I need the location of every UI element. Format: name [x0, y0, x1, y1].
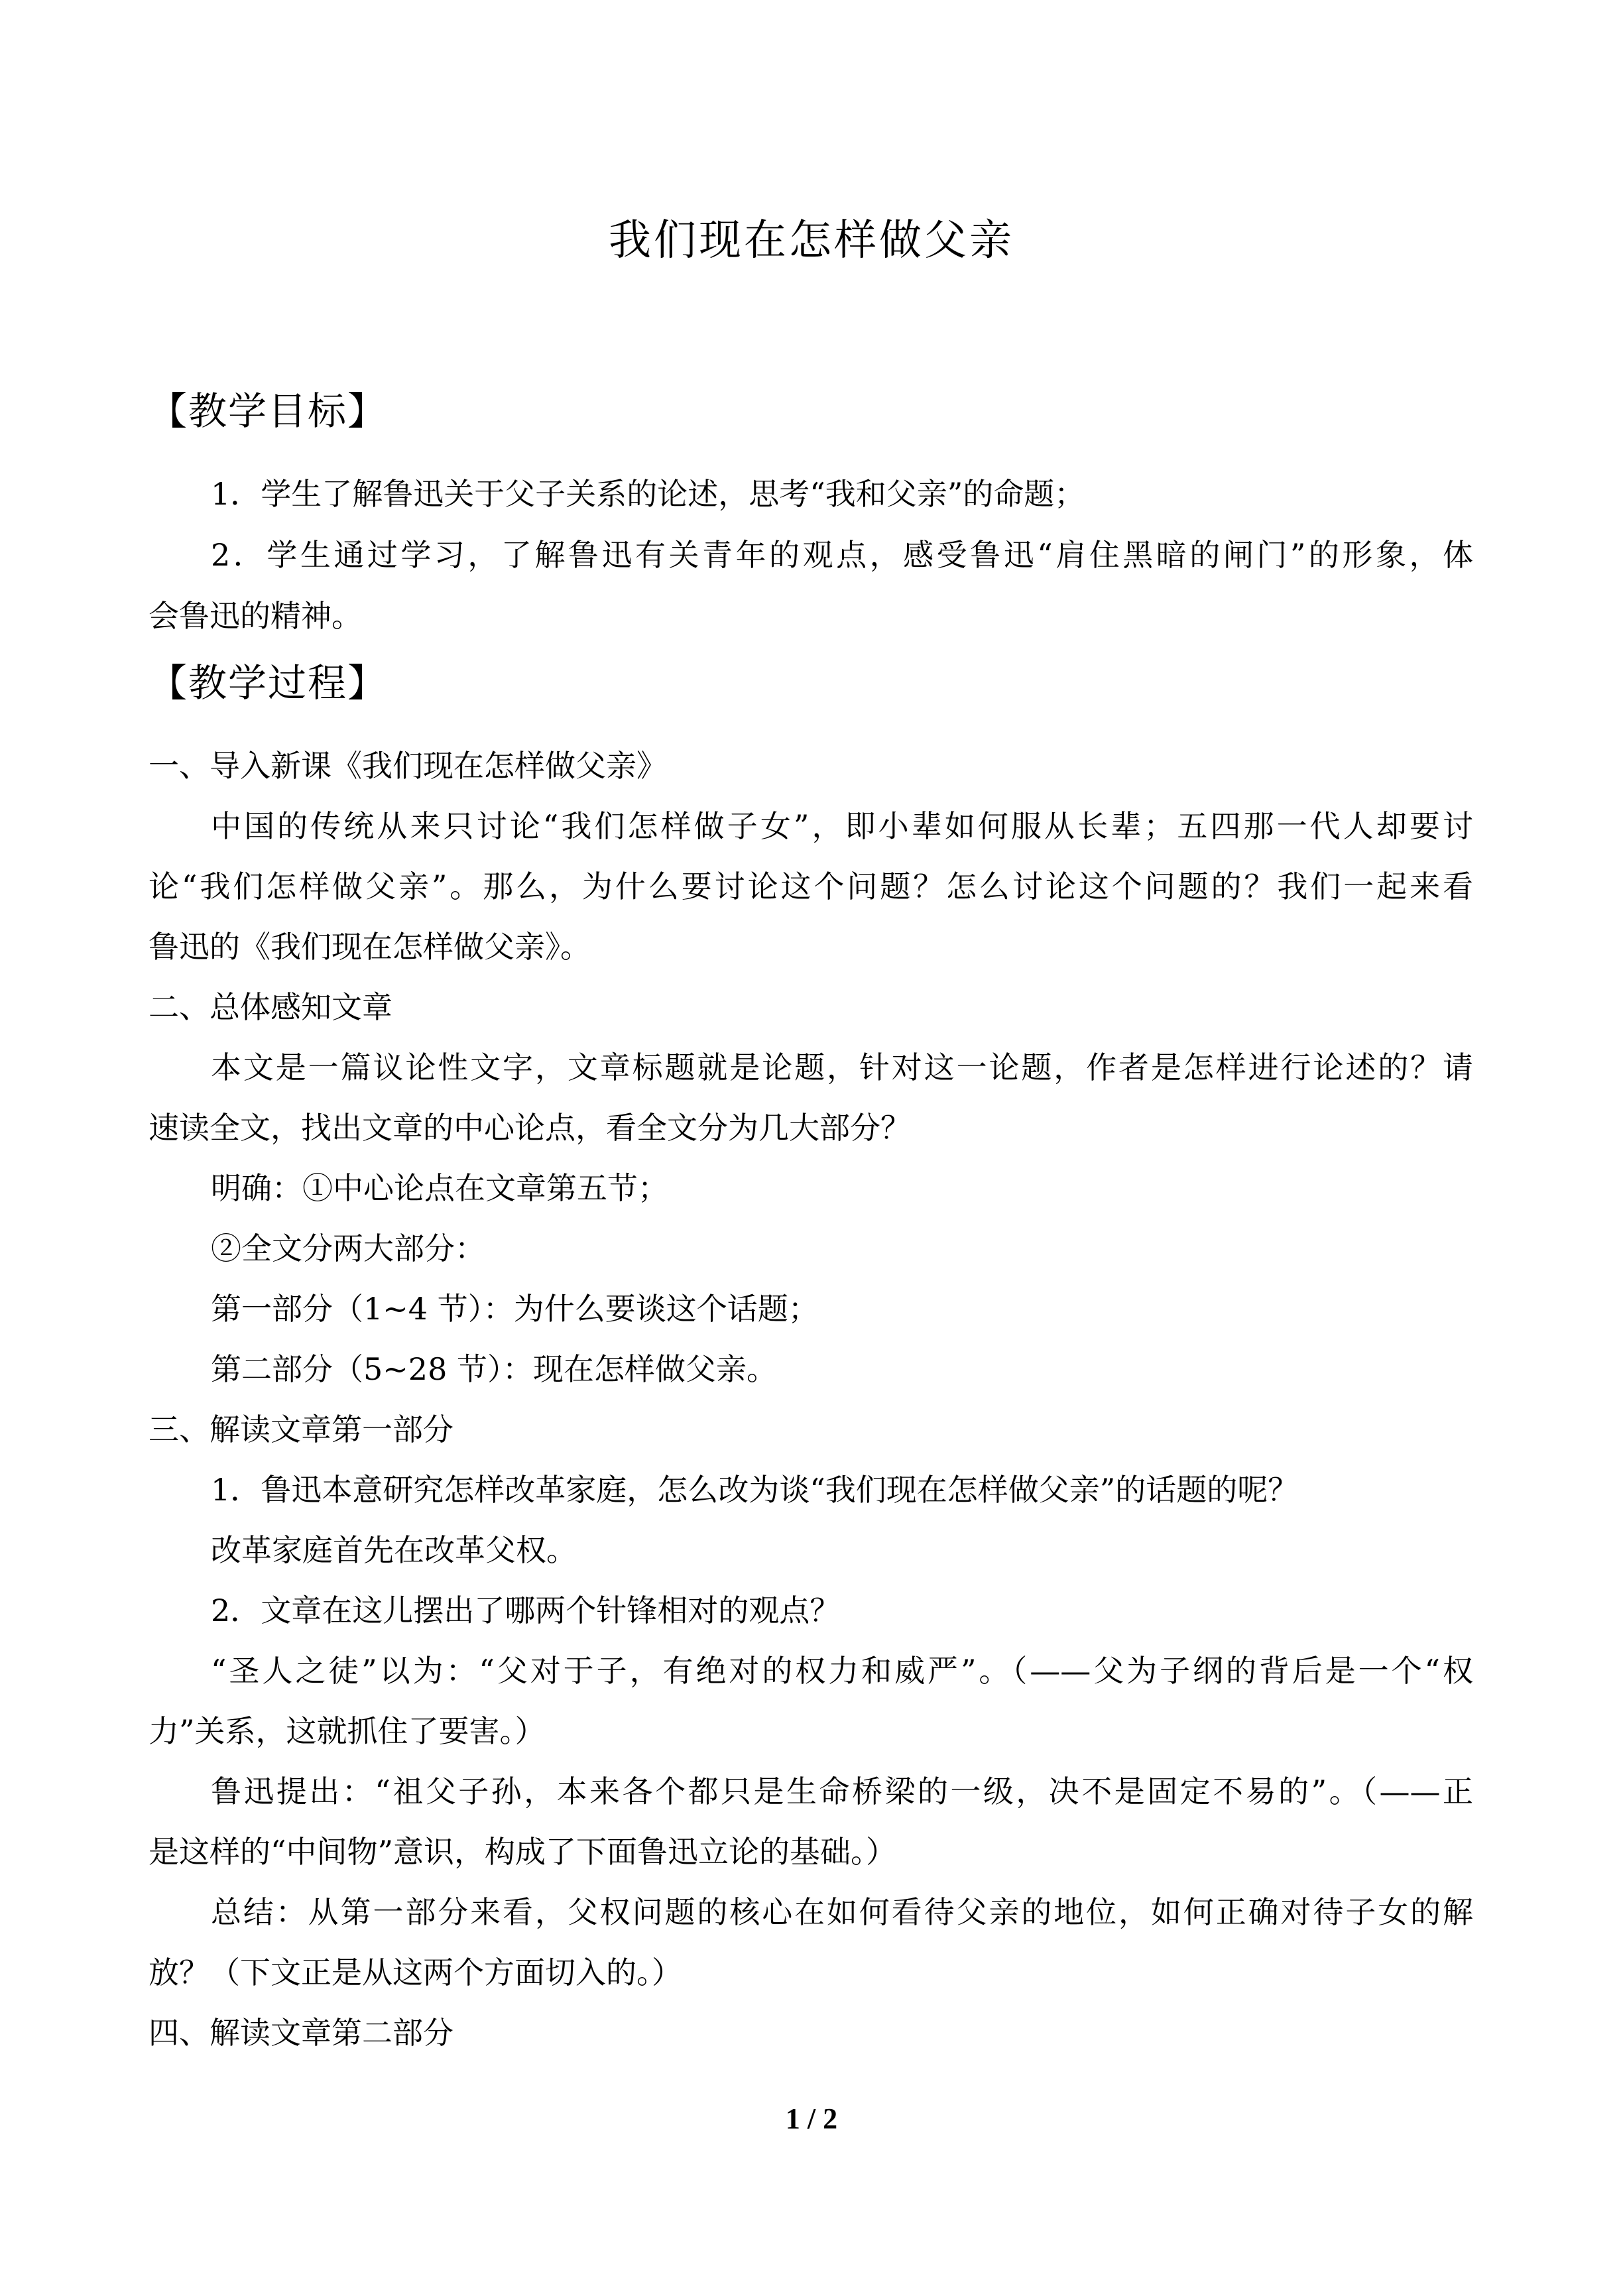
- paragraph-line: 中国的传统从来只讨论“我们怎样做子女”，即小辈如何服从长辈；五四那一代人却要讨: [211, 808, 1473, 844]
- paragraph-line: 本文是一篇议论性文字，文章标题就是论题，针对这一论题，作者是怎样进行论述的？请: [211, 1050, 1473, 1085]
- paragraph-line: 力”关系，这就抓住了要害。）: [149, 1713, 546, 1749]
- section-heading-goals: 【教学目标】: [149, 389, 388, 434]
- paragraph-line: 论“我们怎样做父亲”。那么，为什么要讨论这个问题？怎么讨论这个问题的？我们一起来看: [149, 869, 1473, 904]
- goal-item-2-cont: 会鲁迅的精神。: [149, 598, 362, 634]
- paragraph-line: 明确：①中心论点在文章第五节；: [211, 1170, 668, 1206]
- section-heading-process: 【教学过程】: [149, 660, 388, 705]
- paragraph-line: 鲁迅提出：“祖父子孙，本来各个都只是生命桥梁的一级，决不是固定不易的”。（——正: [211, 1774, 1473, 1809]
- paragraph-line: 2．文章在这儿摆出了哪两个针锋相对的观点？: [211, 1593, 841, 1628]
- paragraph-line: 鲁迅的《我们现在怎样做父亲》。: [149, 929, 591, 965]
- paragraph-line: 放？（下文正是从这两个方面切入的。）: [149, 1955, 682, 1990]
- process-heading-4: 四、解读文章第二部分: [149, 2015, 453, 2051]
- document-title: 我们现在怎样做父亲: [609, 216, 1014, 265]
- paragraph-line: ②全文分两大部分：: [211, 1231, 485, 1266]
- process-heading-1: 一、导入新课《我们现在怎样做父亲》: [149, 748, 667, 784]
- page-number: 1 / 2: [785, 2102, 838, 2135]
- paragraph-line: 是这样的“中间物”意识，构成了下面鲁迅立论的基础。）: [149, 1834, 897, 1870]
- paragraph-line: 第二部分（5~28 节）：现在怎样做父亲。: [211, 1351, 777, 1387]
- paragraph-line: 1．鲁迅本意研究怎样改革家庭，怎么改为谈“我们现在怎样做父亲”的话题的呢？: [211, 1472, 1299, 1508]
- paragraph-line: 总结：从第一部分来看，父权问题的核心在如何看待父亲的地位，如何正确对待子女的解: [211, 1894, 1473, 1930]
- paragraph-line: “圣人之徒”以为：“父对于子，有绝对的权力和威严”。（——父为子纲的背后是一个“权: [211, 1653, 1473, 1689]
- goal-item-2: 2．学生通过学习，了解鲁迅有关青年的观点，感受鲁迅“肩住黑暗的闸门”的形象，体: [211, 537, 1473, 573]
- process-heading-2: 二、总体感知文章: [149, 989, 392, 1025]
- paragraph-line: 速读全文，找出文章的中心论点，看全文分为几大部分？: [149, 1110, 911, 1146]
- paragraph-line: 第一部分（1~4 节）：为什么要谈这个话题；: [211, 1291, 819, 1327]
- goal-item-1: 1．学生了解鲁迅关于父子关系的论述，思考“我和父亲”的命题；: [211, 476, 1085, 512]
- process-heading-3: 三、解读文章第一部分: [149, 1412, 453, 1447]
- paragraph-line: 改革家庭首先在改革父权。: [211, 1532, 577, 1568]
